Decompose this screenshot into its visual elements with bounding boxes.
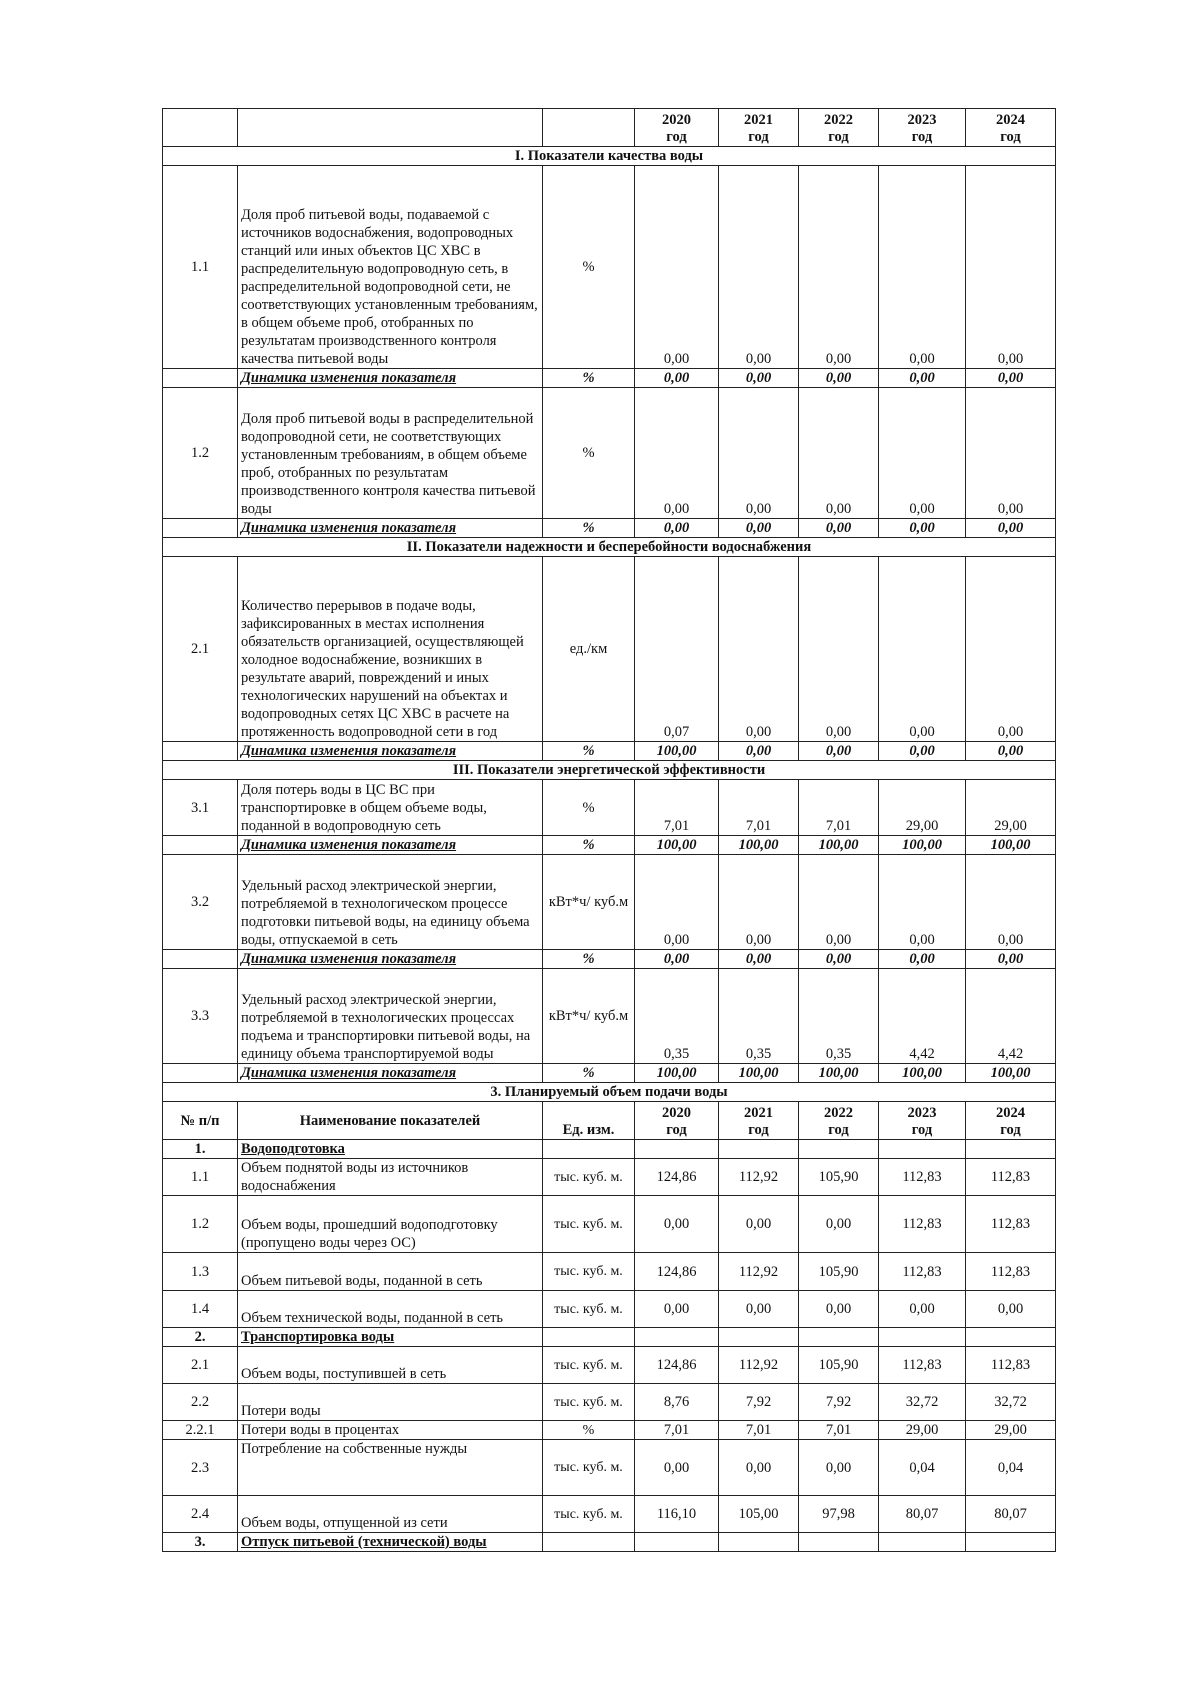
row-name: Объем технической воды, поданной в сеть <box>238 1291 543 1328</box>
unit: тыс. куб. м. <box>543 1196 635 1253</box>
blank-cell <box>543 1533 635 1552</box>
indicator-row <box>163 388 1056 519</box>
group-name: Водоподготовка <box>238 1140 543 1159</box>
group-row <box>163 1533 1056 1552</box>
value: 124,86 <box>635 1159 719 1196</box>
value: 112,92 <box>719 1347 799 1384</box>
section-title: I. Показатели качества воды <box>163 147 1056 166</box>
group-number: 3. <box>163 1533 238 1552</box>
header-blank-name <box>238 109 543 147</box>
year-header-row <box>163 109 1056 147</box>
value: 80,07 <box>966 1496 1056 1533</box>
dynamics-value: 0,00 <box>879 369 966 388</box>
indicator-name: Удельный расход электрической энергии, потребляемой в технологическом процессе подготовки питьевой воды, на единицу объема воды, отпускаемой в сеть <box>238 855 543 950</box>
unit: % <box>543 836 635 855</box>
unit: % <box>543 369 635 388</box>
value: 0,00 <box>879 388 966 519</box>
unit: кВт*ч/ куб.м <box>543 969 635 1064</box>
dynamics-value: 0,00 <box>635 519 719 538</box>
dynamics-row <box>163 836 1056 855</box>
value: 0,00 <box>635 855 719 950</box>
blank-cell <box>635 1328 719 1347</box>
header-number: № п/п <box>163 1102 238 1140</box>
dynamics-value: 100,00 <box>635 836 719 855</box>
value: 7,92 <box>719 1384 799 1421</box>
section-energy <box>163 761 1056 780</box>
dynamics-value: 100,00 <box>879 836 966 855</box>
row-number: 2.1 <box>163 557 238 742</box>
section-title: II. Показатели надежности и бесперебойности водоснабжения <box>163 538 1056 557</box>
dynamics-value: 100,00 <box>879 1064 966 1083</box>
dynamics-value: 0,00 <box>966 950 1056 969</box>
year-2021: 2021 год <box>719 109 799 147</box>
blank-cell <box>163 836 238 855</box>
indicators-table <box>162 108 1056 1552</box>
value: 124,86 <box>635 1253 719 1291</box>
value: 105,90 <box>799 1347 879 1384</box>
row-number: 1.3 <box>163 1253 238 1291</box>
value: 7,01 <box>799 780 879 836</box>
group-row <box>163 1328 1056 1347</box>
row-number: 2.3 <box>163 1440 238 1496</box>
value: 0,00 <box>719 855 799 950</box>
row-name: Потребление на собственные нужды <box>238 1440 543 1496</box>
value: 0,00 <box>719 1291 799 1328</box>
dynamics-value: 0,00 <box>719 742 799 761</box>
blank-cell <box>163 742 238 761</box>
blank-cell <box>163 950 238 969</box>
value: 105,90 <box>799 1159 879 1196</box>
dynamics-value: 0,00 <box>799 519 879 538</box>
value: 0,00 <box>799 388 879 519</box>
value: 112,83 <box>966 1159 1056 1196</box>
value: 29,00 <box>966 1421 1056 1440</box>
dynamics-value: 0,00 <box>966 519 1056 538</box>
value: 7,92 <box>799 1384 879 1421</box>
value: 0,00 <box>879 1291 966 1328</box>
value: 0,35 <box>719 969 799 1064</box>
value: 7,01 <box>799 1421 879 1440</box>
value: 0,07 <box>635 557 719 742</box>
volume-row <box>163 1291 1056 1328</box>
indicator-row <box>163 780 1056 836</box>
dynamics-value: 100,00 <box>719 1064 799 1083</box>
dynamics-label: Динамика изменения показателя <box>238 742 543 761</box>
unit: тыс. куб. м. <box>543 1384 635 1421</box>
volume-header-row <box>163 1102 1056 1140</box>
blank-cell <box>719 1533 799 1552</box>
group-row <box>163 1140 1056 1159</box>
value: 29,00 <box>966 780 1056 836</box>
blank-cell <box>966 1533 1056 1552</box>
unit: % <box>543 1064 635 1083</box>
row-number: 2.2.1 <box>163 1421 238 1440</box>
value: 112,83 <box>879 1196 966 1253</box>
value: 8,76 <box>635 1384 719 1421</box>
value: 112,83 <box>966 1253 1056 1291</box>
value: 4,42 <box>966 969 1056 1064</box>
indicator-name: Удельный расход электрической энергии, потребляемой в технологических процессах подъема и транспортировки питьевой воды, на единицу объема транспортируемой воды <box>238 969 543 1064</box>
value: 0,00 <box>799 855 879 950</box>
unit: кВт*ч/ куб.м <box>543 855 635 950</box>
dynamics-row <box>163 742 1056 761</box>
indicator-name: Доля проб питьевой воды, подаваемой с источников водоснабжения, водопроводных станций или иных объектов ЦС ХВС в распределительную водопроводную сеть, в распределительной водопроводной сети, не соответствующих установленным требованиям, в общем объеме проб, отобранных по результатам производственного контроля качества питьевой воды <box>238 166 543 369</box>
value: 0,00 <box>799 1291 879 1328</box>
value: 32,72 <box>966 1384 1056 1421</box>
unit: тыс. куб. м. <box>543 1440 635 1496</box>
dynamics-value: 0,00 <box>635 369 719 388</box>
row-number: 1.1 <box>163 1159 238 1196</box>
unit: % <box>543 519 635 538</box>
row-number: 1.2 <box>163 1196 238 1253</box>
blank-cell <box>635 1533 719 1552</box>
year-2024: 2024 год <box>966 1102 1056 1140</box>
value: 32,72 <box>879 1384 966 1421</box>
group-number: 2. <box>163 1328 238 1347</box>
dynamics-value: 100,00 <box>966 1064 1056 1083</box>
value: 0,00 <box>719 1196 799 1253</box>
value: 112,83 <box>966 1196 1056 1253</box>
section-title: III. Показатели энергетической эффективности <box>163 761 1056 780</box>
value: 0,35 <box>635 969 719 1064</box>
indicator-name: Количество перерывов в подаче воды, зафиксированных в местах исполнения обязательств организацией, осуществляющей холодное водоснабжение, возникших в результате аварий, повреждений и иных технологических нарушений на объектах и водопроводных сетях ЦС ХВС в расчете на протяженность водопроводной сети в год <box>238 557 543 742</box>
blank-cell <box>966 1140 1056 1159</box>
volume-row <box>163 1384 1056 1421</box>
value: 0,00 <box>879 855 966 950</box>
indicator-name: Доля проб питьевой воды в распределительной водопроводной сети, не соответствующих установленным требованиям, в общем объеме проб, отобранных по результатам производственного контроля качества питьевой воды <box>238 388 543 519</box>
dynamics-value: 0,00 <box>966 742 1056 761</box>
year-2021: 2021 год <box>719 1102 799 1140</box>
value: 112,92 <box>719 1253 799 1291</box>
header-name: Наименование показателей <box>238 1102 543 1140</box>
year-2020: 2020 год <box>635 109 719 147</box>
dynamics-value: 0,00 <box>799 742 879 761</box>
blank-cell <box>163 519 238 538</box>
value: 0,00 <box>879 557 966 742</box>
dynamics-label: Динамика изменения показателя <box>238 519 543 538</box>
dynamics-label: Динамика изменения показателя <box>238 1064 543 1083</box>
dynamics-value: 0,00 <box>799 950 879 969</box>
unit: % <box>543 950 635 969</box>
value: 112,92 <box>719 1159 799 1196</box>
indicator-row <box>163 855 1056 950</box>
row-number: 3.1 <box>163 780 238 836</box>
row-number: 3.2 <box>163 855 238 950</box>
value: 0,00 <box>799 166 879 369</box>
dynamics-value: 100,00 <box>719 836 799 855</box>
unit: тыс. куб. м. <box>543 1347 635 1384</box>
row-number: 1.2 <box>163 388 238 519</box>
dynamics-value: 0,00 <box>879 742 966 761</box>
row-number: 2.4 <box>163 1496 238 1533</box>
blank-cell <box>879 1140 966 1159</box>
volume-row <box>163 1196 1056 1253</box>
blank-cell <box>163 369 238 388</box>
group-name: Отпуск питьевой (технической) воды <box>238 1533 543 1552</box>
dynamics-value: 0,00 <box>799 369 879 388</box>
section-planned-volume <box>163 1083 1056 1102</box>
value: 7,01 <box>635 780 719 836</box>
year-2020: 2020 год <box>635 1102 719 1140</box>
volume-row <box>163 1440 1056 1496</box>
value: 7,01 <box>719 1421 799 1440</box>
value: 105,90 <box>799 1253 879 1291</box>
row-number: 1.1 <box>163 166 238 369</box>
unit: % <box>543 780 635 836</box>
row-name: Объем воды, отпущенной из сети <box>238 1496 543 1533</box>
unit: % <box>543 742 635 761</box>
unit: тыс. куб. м. <box>543 1291 635 1328</box>
dynamics-value: 0,00 <box>635 950 719 969</box>
value: 0,00 <box>966 855 1056 950</box>
value: 0,00 <box>635 166 719 369</box>
unit: тыс. куб. м. <box>543 1496 635 1533</box>
row-name: Потери воды в процентах <box>238 1421 543 1440</box>
blank-cell <box>543 1140 635 1159</box>
value: 0,00 <box>799 1440 879 1496</box>
value: 0,00 <box>635 1440 719 1496</box>
value: 4,42 <box>879 969 966 1064</box>
value: 112,83 <box>879 1347 966 1384</box>
value: 0,00 <box>966 166 1056 369</box>
dynamics-value: 0,00 <box>879 950 966 969</box>
value: 0,00 <box>966 1291 1056 1328</box>
year-2024: 2024 год <box>966 109 1056 147</box>
row-name: Объем питьевой воды, поданной в сеть <box>238 1253 543 1291</box>
value: 0,00 <box>966 557 1056 742</box>
dynamics-label: Динамика изменения показателя <box>238 836 543 855</box>
unit: тыс. куб. м. <box>543 1253 635 1291</box>
section-title: 3. Планируемый объем подачи воды <box>163 1083 1056 1102</box>
dynamics-row <box>163 369 1056 388</box>
value: 0,00 <box>719 1440 799 1496</box>
value: 0,00 <box>635 1291 719 1328</box>
unit: ед./км <box>543 557 635 742</box>
volume-row <box>163 1347 1056 1384</box>
value: 0,00 <box>879 166 966 369</box>
indicator-row <box>163 969 1056 1064</box>
value: 7,01 <box>635 1421 719 1440</box>
value: 124,86 <box>635 1347 719 1384</box>
dynamics-row <box>163 519 1056 538</box>
header-blank-unit <box>543 109 635 147</box>
value: 0,04 <box>879 1440 966 1496</box>
value: 0,35 <box>799 969 879 1064</box>
blank-cell <box>719 1328 799 1347</box>
dynamics-value: 0,00 <box>719 950 799 969</box>
value: 97,98 <box>799 1496 879 1533</box>
row-name: Объем поднятой воды из источников водоснабжения <box>238 1159 543 1196</box>
year-2022: 2022 год <box>799 109 879 147</box>
volume-row <box>163 1496 1056 1533</box>
blank-cell <box>163 1064 238 1083</box>
value: 29,00 <box>879 780 966 836</box>
year-2023: 2023 год <box>879 109 966 147</box>
dynamics-label: Динамика изменения показателя <box>238 950 543 969</box>
row-name: Объем воды, прошедший водоподготовку (пропущено воды через ОС) <box>238 1196 543 1253</box>
row-name: Объем воды, поступившей в сеть <box>238 1347 543 1384</box>
value: 80,07 <box>879 1496 966 1533</box>
unit: тыс. куб. м. <box>543 1159 635 1196</box>
unit: % <box>543 388 635 519</box>
value: 105,00 <box>719 1496 799 1533</box>
dynamics-value: 100,00 <box>635 742 719 761</box>
value: 0,00 <box>799 557 879 742</box>
dynamics-row <box>163 950 1056 969</box>
row-number: 2.2 <box>163 1384 238 1421</box>
dynamics-row <box>163 1064 1056 1083</box>
volume-row <box>163 1421 1056 1440</box>
value: 112,83 <box>879 1159 966 1196</box>
year-2023: 2023 год <box>879 1102 966 1140</box>
year-2022: 2022 год <box>799 1102 879 1140</box>
blank-cell <box>799 1140 879 1159</box>
dynamics-value: 0,00 <box>719 369 799 388</box>
blank-cell <box>799 1328 879 1347</box>
blank-cell <box>966 1328 1056 1347</box>
section-quality <box>163 147 1056 166</box>
volume-row <box>163 1253 1056 1291</box>
value: 0,00 <box>799 1196 879 1253</box>
unit: % <box>543 166 635 369</box>
dynamics-label: Динамика изменения показателя <box>238 369 543 388</box>
indicator-row <box>163 166 1056 369</box>
row-number: 3.3 <box>163 969 238 1064</box>
value: 0,04 <box>966 1440 1056 1496</box>
value: 112,83 <box>879 1253 966 1291</box>
dynamics-value: 100,00 <box>799 836 879 855</box>
dynamics-value: 100,00 <box>635 1064 719 1083</box>
dynamics-value: 0,00 <box>719 519 799 538</box>
value: 116,10 <box>635 1496 719 1533</box>
row-number: 2.1 <box>163 1347 238 1384</box>
blank-cell <box>879 1328 966 1347</box>
section-reliability <box>163 538 1056 557</box>
indicator-name: Доля потерь воды в ЦС ВС при транспортировке в общем объеме воды, поданной в водопроводную сеть <box>238 780 543 836</box>
blank-cell <box>879 1533 966 1552</box>
value: 0,00 <box>719 388 799 519</box>
value: 0,00 <box>635 1196 719 1253</box>
value: 112,83 <box>966 1347 1056 1384</box>
blank-cell <box>799 1533 879 1552</box>
value: 0,00 <box>635 388 719 519</box>
dynamics-value: 0,00 <box>879 519 966 538</box>
blank-cell <box>543 1328 635 1347</box>
row-name: Потери воды <box>238 1384 543 1421</box>
blank-cell <box>719 1140 799 1159</box>
volume-row <box>163 1159 1056 1196</box>
dynamics-value: 0,00 <box>966 369 1056 388</box>
indicator-row <box>163 557 1056 742</box>
value: 0,00 <box>719 557 799 742</box>
value: 0,00 <box>966 388 1056 519</box>
unit: % <box>543 1421 635 1440</box>
group-number: 1. <box>163 1140 238 1159</box>
group-name: Транспортировка воды <box>238 1328 543 1347</box>
header-unit: Ед. изм. <box>543 1102 635 1140</box>
value: 7,01 <box>719 780 799 836</box>
header-blank-num <box>163 109 238 147</box>
blank-cell <box>635 1140 719 1159</box>
dynamics-value: 100,00 <box>799 1064 879 1083</box>
value: 0,00 <box>719 166 799 369</box>
value: 29,00 <box>879 1421 966 1440</box>
row-number: 1.4 <box>163 1291 238 1328</box>
dynamics-value: 100,00 <box>966 836 1056 855</box>
